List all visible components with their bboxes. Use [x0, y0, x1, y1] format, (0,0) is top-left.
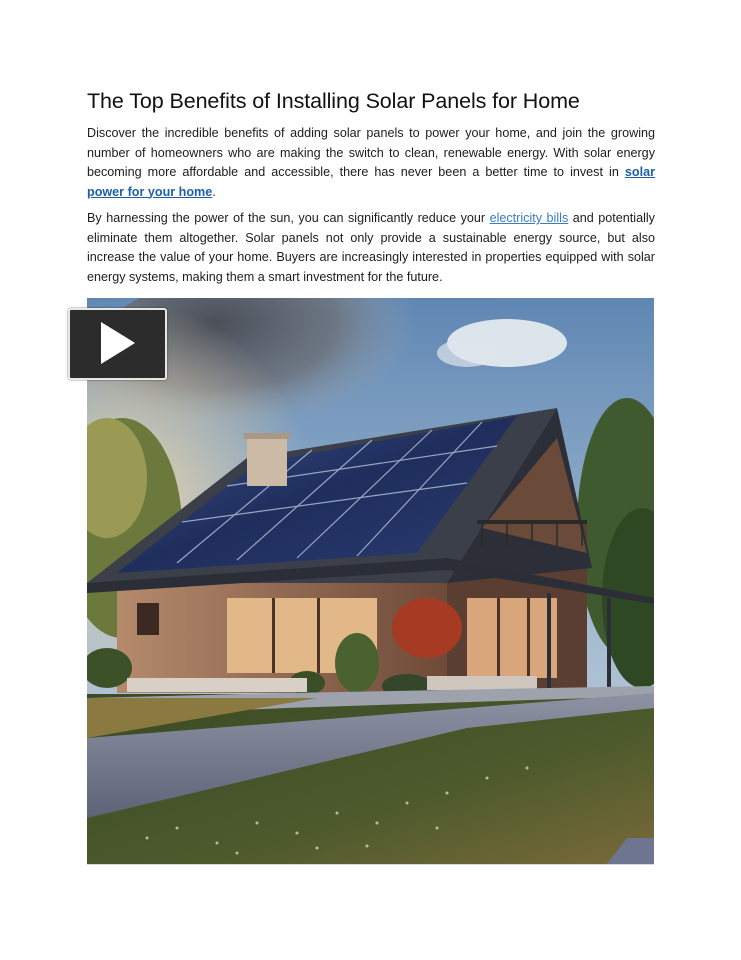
intro-paragraph: [87, 124, 655, 202]
solar-power-link[interactable]: solar power for your home: [87, 165, 655, 199]
play-icon: [99, 320, 137, 366]
paragraph-text: By harnessing the power of the sun, you can significantly reduce your: [87, 211, 490, 225]
benefits-paragraph: [87, 209, 655, 287]
solar-house-illustration: [87, 298, 654, 864]
hero-image: [87, 298, 654, 865]
paragraph-text: Discover the incredible benefits of adding solar panels to power your home, and join the growing number of homeowners who are making the switch to clean, renewable energy. With solar energy becoming more affordable and accessible, there has never been a better time to invest in: [87, 126, 655, 179]
page-title: The Top Benefits of Installing Solar Panels for Home: [87, 89, 580, 113]
electricity-bills-link[interactable]: electricity bills: [489, 211, 569, 225]
paragraph-text: .: [212, 184, 216, 199]
play-button[interactable]: [68, 308, 167, 380]
paragraph-text: and potentially eliminate them altogether. Solar panels not only provide a sustainable energy source, but also increase the value of your home. Buyers are increasingly interested in properties equipped with solar energy systems, making them a smart investment for the future.: [87, 211, 655, 284]
